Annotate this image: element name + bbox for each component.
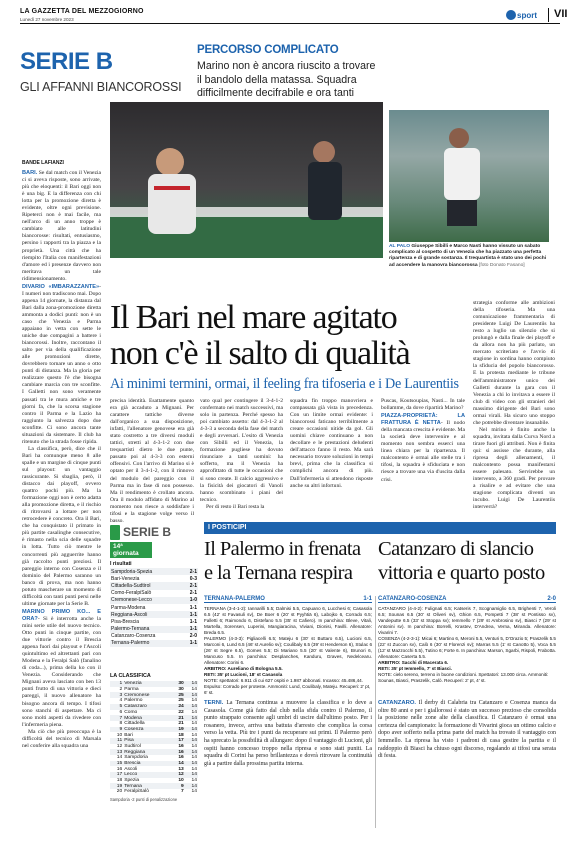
result-score: 1-1 [189,626,197,633]
standings-pos: 13 [116,749,123,755]
standings-team: Parma [124,687,139,693]
result-row [110,590,198,597]
serie-b-icon [110,525,120,540]
standings-played: 14 [191,783,197,789]
result-score: 2-1 [189,582,197,589]
standings-team: Lecco [124,772,138,778]
standings-points: 12 [178,772,184,778]
right-report [378,606,556,698]
standings-team: Sudtirol [124,743,141,749]
section-subtitle: GLI AFFANNI BIANCOROSSI [20,80,182,94]
result-match: Bari-Venezia [111,575,140,582]
standings-pos: 19 [116,783,123,789]
c5-lead: PIAZZA-PROPRIETÀ: LA FRATTURA È NETTA [381,413,465,427]
body-col3 [200,398,283,508]
headline-line1: Il Bari nel mare agitato [110,299,397,336]
standings-played: 14 [191,772,197,778]
standings-team: Modena [124,715,142,721]
col4-p2: Nel mirino è finito anche la squadra, invitata dalla Curva Nord a tirare fuori gli attributi. Non è finita qui: si assisse che durante, alla ripresa degli allenamenti, il malcontento possa manifestarsi essere palesato. Servirebbe un intervento, a 360 gradi. Per provare a risalire e ad evitare che una stagione complicata diventi un incubo. Luigi De Laurentiis interverrà? [473,426,555,511]
result-row [110,575,198,582]
standings-table [110,681,198,795]
standings-points: 14 [178,761,184,767]
right-note: NOTE: cielo sereno, terreno in buone condizioni. Spettatori: 13.000 circa. Ammoniti: Sounas, Biasci, Praszelik, Calò. Recuperi: 2' pt, 4' st. [378,672,549,683]
posticipi-label: I POSTICIPI [204,522,556,534]
standings-pos: 3 [119,692,123,698]
body-col2: precisa identità. Esattamente quanto era già accaduto a Mignani. Per carattere tattiche diverse dall'organico a sua disposizione, infatti, l'allenatore genovese era già stato costretto a tre diversi moduli tattici, stretti al 4-3-1-2 con due trequartisti dietro le due punte, passato poi al 4-3-3 con esterni offensivi. Con l'arrivo di Marino si è optato per il 3-4-1-2, con il rinnovo del modulo del pareggio con il Parma ma in fase di non possesso. Ma il rendimento è crollato ancora. Ora il modulo affidato di Marino al momento non riesce a soddisfare i tifosi e la stagione volge verso il basso. [110,398,194,524]
result-score: 2-1 [189,590,197,597]
standings-team: Palermo [124,698,143,704]
c3b-text: Per di resto il Bari resta la [206,503,265,510]
page-number: VII [548,8,567,22]
standings-played: 14 [191,749,197,755]
sport-logo [506,9,537,21]
result-score: 1-1 [189,618,197,625]
result-row [110,604,198,611]
masthead: LA GAZZETTA DEL MEZZOGIORNO [20,8,144,15]
result-score: 1-1 [189,604,197,611]
caption-lead: AL PALO [389,244,411,249]
result-score: 0-3 [189,575,197,582]
result-row [110,611,198,618]
standings-team: FeralpiSalò [124,789,149,795]
brand-icon [506,10,516,20]
right-body-lead: CATANZARO. [378,700,417,706]
standings-points: 21 [178,721,184,727]
table-header: LA CLASSIFICA [110,673,151,680]
p4: - Si è interrotta anche la mini serie utile del nuovo tecnico. Otto punti in cinque partite, con due vittorie contro il Brescia appena fuori dai playout e l'Ascoli quintultimo ed altrettanti pari con Modena e la Feralpi Salò (fanalino di coda...), prima della ko con il Venezia. Considerando che Mignani aveva lasciato con ben 13 punti frutto di una vittoria e dieci pareggi, il nuovo allenatore ha bisogno ancora di tempo. I tifosi sono stanchi di aspettare. Ma ci sono molti aspetti da rivedere con l'infermeria piena. [22,615,101,728]
standings-played: 14 [191,732,197,738]
result-score: 2-1 [189,568,197,575]
standings-played: 14 [191,755,197,761]
left-arbitro: ARBITRO: Aureliano di Bologna 5.5. [204,666,283,671]
body-col5 [381,398,465,508]
standings-team: Cremonese [124,692,150,698]
left-headline-1: Il Palermo in frenata [204,538,361,560]
standings-pos: 10 [116,732,123,738]
standings-team: Ascoli [124,766,138,772]
left-body [204,700,372,830]
result-match: Pisa-Brescia [111,618,140,625]
standings-points: 25 [178,692,184,698]
standings-pos: 4 [119,698,123,704]
standings-pos: 16 [116,766,123,772]
result-row [110,568,198,575]
standings-pos: 18 [116,778,123,784]
left-match-title: TERNANA-PALERMO [204,596,265,602]
col1-text [22,170,101,834]
result-row [110,618,198,625]
left-headline-2: e la Ternana respira [204,562,353,584]
standings-points: 24 [178,704,184,710]
standings-played: 14 [191,709,197,715]
standings-played: 14 [191,692,197,698]
p2: - I numeri non tradiscono mai. Dopo appena 14 giornate, la distanza dal Bari dalla zona-promozione diretta ammonta a dodici punti: non è un caso che Venezia e Parma appaiano in vetta con sette le uniche due compagini a battere i biancorossi. Inoltre, raccontano il salto per via della qualificazione alle promozioni dirette, dovrebbero tornare un anno o otto punti di distanza. Ma la gloria per realizzare questo l'è che bisogna cambiare marcia con tre sconfitte. I Galletti non sono veramente passati tra le mura amiche e tre giorni fa, che la scorsa stagione contro il Parma e la Lazio ha raggiunto la salvezza dopo due sconfitte. Ci sono ancora tante situazioni da sistemare. Il club ha ritenuto che la strada fosse ripida. [22,283,101,445]
standings-footnote: Sampdoria -2 punti di penalizzazione [110,796,178,802]
standings-pos: 5 [119,704,123,710]
standings-points: 16 [178,749,184,755]
result-score: 1-0 [189,597,197,604]
c5-text: Puscas, Koutsoupias, Nasti... In tale bollamme, da dove ripartirà Marino? [381,398,465,412]
photo-credit: [foto Donato Fasano] [478,262,525,268]
standings-played: 14 [191,726,197,732]
standings-team: Catanzaro [124,704,147,710]
c3-text: vato qual per contingere il 3-4-1-2 confermato nei match successivi, ma solo in partenza. Perché spesso ha poi cambiato assetto: dal 4-3-1-2 al 4-3-3 a seconda della fase del match e degli avversari. L'esito di Venezia con Sibilli ed il Venezia, la formazione pugliese ha dovuto rinunciare a tanti uomini: ha sofferto, ma il Venezia ha approfittato di tutte le occasioni che si sono create. Il calcio aggressivo e la fisicità dei giocatori di Vanoli hanno scombinato i piani del tecnico. [200,398,283,503]
right-headline-2: vittoria e quarto posto [378,562,545,584]
p3: La classifica, però, dice che il Bari ha comunque meno 8 alle spalle e un margine di cinque punti sul playout: un vantaggio rassicurante. Si sbaglia, però, il distacco dai playoff, ovvero quattro pochi più. Ma la formazione oggi non è certo adatta alla promozione diretta, e il rischio di ritrovarsi a lottare per non retrocedere è concreto. Ora il Bari, che ha conquistato il primato in più partite casalinghe consecutive, è rimasto nella scia delle squadre in lotta. Tutto ciò mentre le concorrenti più agguerrite hanno già raccolto punti preziosi. Il pareggio interno con Cosenza e il dominio del Palermo saranno un banco di prova, ma non hanno potuto mascherare un momento di difficoltà con tanti punti persi nelle ultime giornate per la Serie B. [22,445,101,607]
standings-points: 25 [178,698,184,704]
results-header: I risultati [110,561,132,567]
standings-played: 14 [191,681,197,687]
standings-pos: 8 [119,721,123,727]
photo-inset [389,110,549,242]
right-headline-1: Catanzaro di slancio [378,538,534,560]
result-match: Palermo-Ternana [111,626,150,633]
standings-points: 21 [178,715,184,721]
standings-pos: 6 [119,709,123,715]
col4-text [473,300,555,540]
standings-team: Brescia [124,761,141,767]
standings-team: Reggiana [124,749,146,755]
column-divider [375,596,376,828]
standings-played: 14 [191,687,197,693]
col4-p1: strategia conforme alle ambizioni della tifoseria. Ma una comunicazione frammentaria di presidente Luigi De Laurentiis ha resto a luglio un silenzio che si prolungò e dalla finale dei playoff e da allora non ha più parlato, un mercato scriteriato e l'avvio di stagione in sordina hanno compiuto la sfiducia del popolo biancorosso. E la protesta mediante le tribune dell'amministratore unico dei Galletti durante la gara con il Venezia a chi lo invitava a essere il club di video con gli stranieri del massimo dirigente del Bari sono ormai virali. Ha sicuro uno stoppo che potrebbe diventare insanabile. [473,300,555,426]
standings-team: Venezia [124,681,142,687]
standings-points: 16 [178,755,184,761]
left-body-lead: TERNI. [204,700,224,706]
right-match-score: 2-0 [547,596,556,602]
right-body-text: Il derby di Calabria tra Catanzaro e Cosenza manca da oltre 80 anni e per i giallorossi è stato un successo prezioso che consolida la posizione nelle zone alte della classifica. Il Catanzaro è ormai una certezza del campionato: la formazione di Vivarini gioca un ottimo calcio e dopo aver sofferto nella prima parte del match ha trovato il vantaggio con Iemmello. La ripresa ha visto i padroni di casa gestire la partita e il raddoppio di Biasci ha chiuso ogni discorso, regalando ai tifosi una serata di festa. [378,700,556,760]
left-reti: RETI: 35' pt Lucioni, 18' st Casasola [204,672,283,677]
left-report [204,606,372,698]
standings-points: 19 [178,726,184,732]
result-match: Como-FeralpiSalò [111,590,152,597]
standings-title: SERIE B [123,525,172,539]
standings-played: 14 [191,721,197,727]
p4-lead: MARINO PRIMO KO... E ORA? [22,608,101,622]
issue-date: Lunedì 27 novembre 2023 [20,17,74,22]
result-row [110,640,198,647]
standings-pos: 11 [117,738,123,744]
match-photo [110,102,383,258]
left-note: NOTE: spettatori: 6.911 di cui 627 ospiti e 1.987 abbonati. Incasso: 45.486,44. Espulso: Corrado per proteste. Ammoniti: Lund, Coulibaly, Mateju. Recuperi: 2' pt, 6' st. [204,678,371,695]
standings-pos: 14 [116,755,123,761]
right-reti: RETI: 35' pt Iemmello, 7' st Biasci. [378,666,452,671]
result-row [110,597,198,604]
result-score: 1-1 [189,640,197,647]
result-row [110,626,198,633]
standings-pos: 1 [119,681,123,687]
photo-scene [110,102,383,258]
standings-points: 7 [181,789,184,795]
standings-played: 14 [191,715,197,721]
photo-caption [389,244,549,269]
header-bar [20,8,568,24]
round-label: 14ª giornata [110,542,152,558]
standings-pos: 20 [116,789,123,795]
standings-pos: 7 [119,715,123,721]
kicker-text: Marino non è ancora riuscito a trovare il bandolo della matassa. Squadra difficilmente decifrabile e ora tanti [197,60,376,99]
standings-points: 30 [178,687,184,693]
headline-deck: Ai minimi termini, ormai, il feeling fra tifoseria e i De Laurentiis [110,376,459,392]
p2-lead: DIVARIO «IMBARAZZANTE» [22,283,100,290]
caption-text: Giuseppe Sibilli e Marco Nasti hanno vissuto un sabato complicato al cospetto di un Venezia che ha piazzato una perfetta ripartenza e di grande sostanza. Il trequartista è stato uno dei pochi ad accendere la manovra biancorossa [389,244,547,268]
result-row [110,582,198,589]
right-report-text: CATANZARO (4-4-2): Fulignati 6.5; Katseris 7, Scognamiglio 6.5, Brighenti 7, Veroli 6.5; Sounas 6.5 (30' st Oliveri sv), Ghion 6.5, Pompetti 7 (38' st Pontisso sv), Vandeputte 6.5 (33' st Stoppa sv); Iemmello 7 (29' st Ambrosino sv), Biasci 7 (29' st Antonini sv). In panchina: Borrelli, Krastev, D'Andrea, Verna, Miranda. Allenatore: Vivarini 7. COSENZA (4-2-3-1): Micai 6; Martino 6, Meroni 5.5, Venturi 5, D'Orazio 5; Praszelik 5.5 (22' st Zuccon sv), Calò 6 (30' st Florenzi sv); Marras 5.5 (1' st Canotto 5), Voca 5.5 (12' st Mazzocchi 5.5), Tutino 6; Forte 6. In panchina: Marson, Sgarbi, Rispoli, Frabotta. Allenatore: Caserta 5.5. [378,606,556,659]
result-match: Reggiana-Ascoli [111,611,148,618]
left-report-text: TERNANA (3-4-1-2): Iannarilli 5.5; Dalmisi 5.5, Capuano 6, Lucchesi 6; Casasola 6.5 (42' st Favasuli sv), De Boer 6 (20' st Pyyhtiä 6), Labojko 6, Corrado 6.5; Falletti 6; Raimondo 6, Distefano 5.5 (35' st Cafiero). In panchina: Bleve, Vitali, Martella, Sorensen, Luperini, Mangiaracina, Viviani, Dionisi, Favilli. Allenatore: Breda 6.5. PALERMO (4-3-3): Pigliacelli 6.5; Mateju 6 (30' st Buttaro 6.5), Lucioni 6.5, Marconi 6, Lund 6.5 (46' st Aurelio sv); Coulibaly 6.5 (39' st Henderson 6), Stulac 6 (26' st Segre 6.5), Gomes 5.5; Di Mariano 5.5 (20' st Valente 6), Brunori 6, Mancuso 5.5. In panchina: Desplanches, Kanduru, Graves, Nedelcearu. Allenatore: Corini 6. [204,606,372,665]
standings-team: Cosenza [124,726,144,732]
standings-team: Bari [124,732,133,738]
standings-points: 16 [178,743,184,749]
result-match: Sampdoria-Spezia [111,568,153,575]
standings-played: 14 [191,743,197,749]
standings-played: 14 [191,778,197,784]
brand-label: sport [517,10,537,20]
standings-points: 18 [178,732,184,738]
result-score: 1-1 [189,611,197,618]
standings-team: Pisa [124,738,134,744]
result-match: Parma-Modena [111,604,146,611]
right-arbitro: ARBITRO: Sacchi di Macerata 6. [378,660,449,665]
p1-lead: BARI. [22,170,38,176]
body-col4: squadra fin troppo manovriera e compassata già vista in precedenza. Con un limite ormai evidente: i biancorossi faticano terribilmente a creare occasioni nitide da gol. Gli uomini chiave continuano a non decollare e le prestazioni deludenti dell'attacco fanno il resto. Ma sarà necessario trovare soluzioni in tempi brevi, prima che la classifica si complichi ancora di più. Dall'infermeria si attendono risposte anche su altri infortuni. [290,398,373,489]
result-match: Cittadella-Sudtirol [111,582,151,589]
headline-line2: non c'è il salto di qualità [110,335,410,372]
left-match-score: 1-1 [363,596,372,602]
standings-points: 9 [181,783,184,789]
standings-played: 14 [191,738,197,744]
kicker-title: PERCORSO COMPLICATO [197,44,339,56]
result-match: Ternana-Palermo [111,640,150,647]
left-body-text: La Ternana continua a muovere la classifica e lo deve a Casasola. Come già fatto dal club nella sfida contro il Palermo, il punto strappato consente agli umbri di uscire dall'ultimo posto. Per i rosanero, invece, arriva una battuta d'arresto che complica la corsa verso la vetta. Più tre i punti da recuperare sui primi. Il Palermo però ha sprecato la possibilità di allungare: dopo il vantaggio di Lucioni, gli ospiti hanno concesso troppo nella ripresa e sono stati puniti. La squadra di Corini ha perso brillantezza e dovrà ritrovare la continuità già a partire dalla prossima partita interna. [204,700,372,767]
result-match: Catanzaro-Cosenza [111,633,156,640]
standings-played: 14 [191,766,197,772]
result-row [110,633,198,640]
byline: BANDE LAFIANZI [22,160,64,166]
standings-played: 14 [191,789,197,795]
standings-team: Spezia [124,778,140,784]
standings-played: 14 [191,704,197,710]
result-score: 2-0 [189,633,197,640]
standings-team: Sampdoria [124,755,148,761]
standings-points: 22 [178,709,184,715]
standings-pos: 2 [119,687,123,693]
results-table [110,568,198,647]
standings-played: 14 [191,761,197,767]
standings-pos: 9 [119,726,123,732]
standings-team: Ternana [124,783,142,789]
p5: Ma ciò che più preoccupa è la difficoltà del tecnico di Marsala nel conferire alla squadra una [22,728,101,749]
standings-team: Cittadella [124,721,145,727]
left-match-bar [204,596,372,603]
right-body [378,700,556,830]
standings-head [110,523,198,541]
inset-scene [389,110,549,242]
standings-pos: 15 [116,761,123,767]
standings-row [110,789,198,795]
standings-pos: 12 [116,743,123,749]
right-match-bar [378,596,556,603]
result-match: Cremonese-Lecco [111,597,152,604]
right-match-title: CATANZARO-COSENZA [378,596,447,602]
standings-points: 30 [178,681,184,687]
c5b-text: - Il nodo della mancata crescita è evidente. Ma la società deve intervenire e al momento non sembra esserci una linea chiara per la ripartenza. Il malcontento è ormai alle stelle tra i tifosi, la squadra è sfiduciata e non riesce a trovare una via d'uscita dalla crisi. [381,420,465,483]
standings-pos: 17 [116,772,123,778]
p1: Se dal match con il Venezia ci si aveva risposte, sono arrivate, più che eloquenti: il Bari oggi non è una big. E la differenza con chi lotta per la promozione diretta è evidente, oltre ogni previsione. Ripeterci non è mai facile, ma nell'arco di un anno troppe è cambiato alle latitudini biancorosse: risultati, entusiasmo, persino i rapporti tra la piazza e la proprietà. Una città che ha riempito l'Italia con manifestazioni d'amore ed i presenze davvero non meritava un tale ridimensionamento. [22,170,101,282]
standings-points: 13 [178,766,184,772]
standings-played: 14 [191,698,197,704]
standings-team: Como [124,709,138,715]
standings-points: 10 [178,778,184,784]
section-title: SERIE B [20,48,113,75]
standings-box [110,523,198,823]
standings-points: 17 [178,738,184,744]
